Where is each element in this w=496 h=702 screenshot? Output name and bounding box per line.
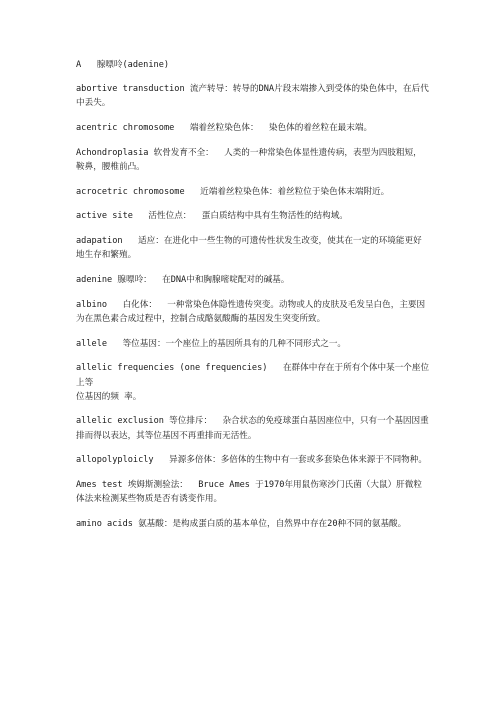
entry-text: adapation 适应：在进化中一些生物的可遗传性状发生改变，使其在一定的环境能更好 xyxy=(76,236,422,247)
glossary-entry xyxy=(76,337,432,351)
entry-text: Ames test 埃姆斯测验法： Bruce Ames 于1970年用鼠伤寒沙门氏菌（大鼠）肝微粒 xyxy=(76,480,422,491)
entry-text-continuation: 体法来检测某些物质是否有诱变作用。 xyxy=(76,494,223,505)
glossary-entry xyxy=(76,185,432,199)
glossary-entry xyxy=(76,82,432,110)
entry-text: active site 活性位点： 蛋白质结构中具有生物活性的结构域。 xyxy=(76,211,348,222)
glossary-entry xyxy=(76,453,432,467)
entry-text: acrocetric chromosome 近端着丝粒染色体：着丝粒位于染色体末端附近。 xyxy=(76,186,390,197)
glossary-entry xyxy=(76,273,432,287)
section-heading: A 腺嘌呤(adenine) xyxy=(76,60,170,70)
glossary-entry xyxy=(76,361,432,404)
glossary-entry xyxy=(76,234,432,262)
entry-text-continuation: 位基因的频 率。 xyxy=(76,391,142,402)
glossary-entry xyxy=(76,121,432,135)
entry-text-continuation: 地生存和繁殖。 xyxy=(76,250,137,261)
entry-text: acentric chromosome 端着丝粒染色体： 染色体的着丝粒在最末端。 xyxy=(76,123,373,134)
entry-text: amino acids 氨基酸：是构成蛋白质的基本单位，自然界中存在20种不同的氨基酸。 xyxy=(76,518,407,529)
entry-text-continuation: 排而得以表达，其等位基因不再重排而无活性。 xyxy=(76,430,257,441)
entry-text-continuation: 中丢失。 xyxy=(76,98,111,109)
entry-text-continuation: 为在黑色素合成过程中，控制合成酪氨酸酶的基因发生突变所致。 xyxy=(76,313,326,324)
glossary-entry xyxy=(76,209,432,223)
glossary-entry xyxy=(76,517,432,531)
glossary-entry xyxy=(76,414,432,442)
entry-text: allopolyploicly 异源多倍体：多倍体的生物中有一套或多套染色体来源于不同物种。 xyxy=(76,455,427,466)
document-page xyxy=(76,58,432,542)
glossary-entry xyxy=(76,298,432,326)
glossary-entry xyxy=(76,146,432,174)
entry-text: allelic exclusion 等位排斥： 杂合状态的免疫球蛋白基因座位中，只有一个基因因重 xyxy=(76,416,429,427)
entry-text: allele 等位基因：一个座位上的基因所具有的几种不同形式之一。 xyxy=(76,338,347,349)
entry-text: albino 白化体： 一种常染色体隐性遗传突变。动物或人的皮肤及毛发呈白色，主要因 xyxy=(76,299,426,310)
entry-text: allelic frequencies (one frequencies) 在群体中存在于所有个体中某一个座位上等 xyxy=(76,363,430,388)
entry-text: adenine 腺嘌呤： 在DNA中和胸腺嘧啶配对的碱基。 xyxy=(76,275,290,286)
entry-text: Achondroplasia 软骨发育不全： 人类的一种常染色体显性遗传病，表型为四肢粗短， xyxy=(76,147,422,158)
glossary-entries xyxy=(76,82,432,531)
entry-text: abortive transduction 流产转导：转导的DNA片段末端掺入到受体的染色体中，在后代 xyxy=(76,84,429,95)
entry-text-continuation: 鞍鼻，腰椎前凸。 xyxy=(76,162,145,173)
glossary-entry xyxy=(76,478,432,506)
